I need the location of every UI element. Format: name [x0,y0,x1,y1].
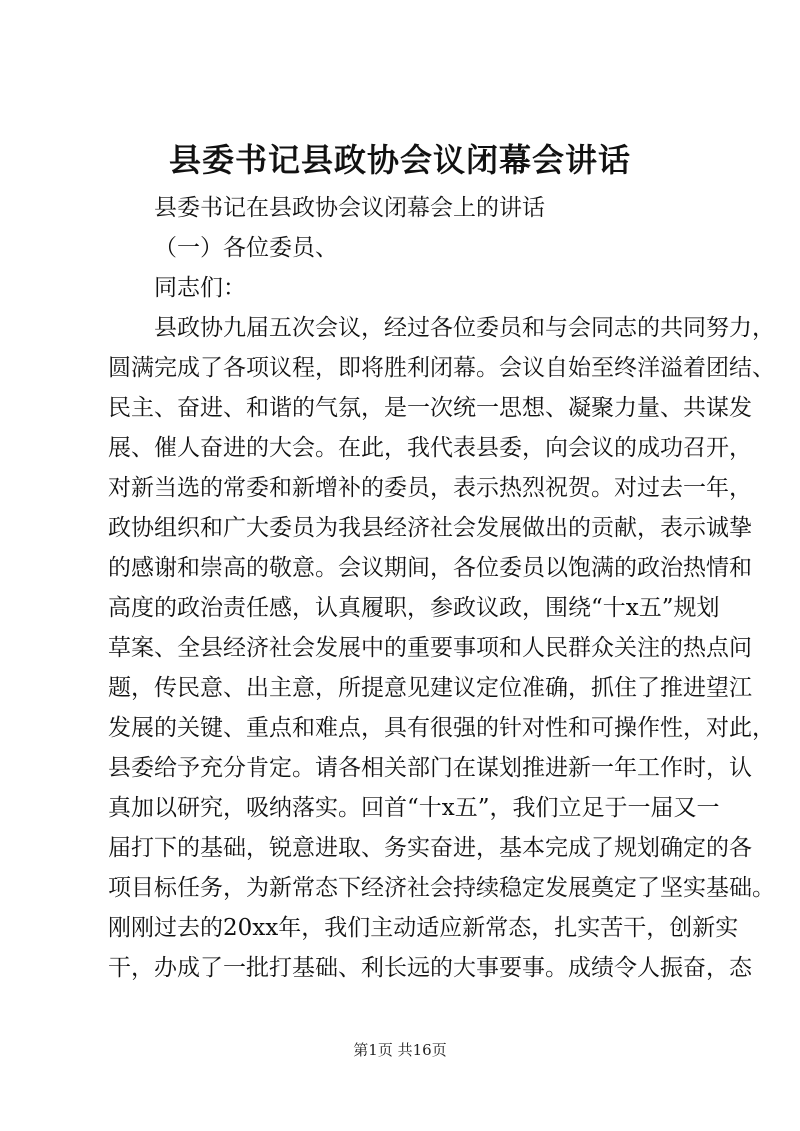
paragraph-line: 政协组织和广大委员为我县经济社会发展做出的贡献，表示诚挚 [108,515,752,541]
paragraph-line: 题，传民意、出主意，所提意见建议定位准确，抓住了推进望江 [108,675,752,701]
paragraph-line: 发展的关键、重点和难点，具有很强的针对性和可操作性，对此， [108,715,775,741]
salutation-line: 同志们： [154,275,246,301]
paragraph-line: 圆满完成了各项议程，即将胜利闭幕。会议自始至终洋溢着团结、 [108,355,775,381]
page-footer: 第1页 共16页 [353,1041,447,1059]
paragraph-line: 高度的政治责任感，认真履职，参政议政，围绕“十x五”规划 [108,595,720,621]
paragraph-line: 对新当选的常委和新增补的委员，表示热烈祝贺。对过去一年， [108,475,752,501]
paragraph-line: 草案、全县经济社会发展中的重要事项和人民群众关注的热点问 [108,635,752,661]
paragraph-line: 民主、奋进、和谐的气氛，是一次统一思想、凝聚力量、共谋发 [108,395,752,421]
document-body [108,188,775,988]
paragraph-line: 届打下的基础，锐意进取、务实奋进，基本完成了规划确定的各 [108,835,752,861]
paragraph-line: 县政协九届五次会议，经过各位委员和与会同志的共同努力， [154,315,775,341]
paragraph-line: 干，办成了一批打基础、利长远的大事要事。成绩令人振奋，态 [108,955,752,981]
subtitle-line: 县委书记在县政协会议闭幕会上的讲话 [154,195,545,221]
paragraph-line: 刚刚过去的20xx年，我们主动适应新常态，扎实苦干，创新实 [108,915,739,941]
paragraph-line: 项目标任务，为新常态下经济社会持续稳定发展奠定了坚实基础。 [108,875,775,901]
paragraph-line: 展、催人奋进的大会。在此，我代表县委，向会议的成功召开， [108,435,752,461]
paragraph-line: 县委给予充分肯定。请各相关部门在谋划推进新一年工作时，认 [108,755,752,781]
document-title: 县委书记县政协会议闭幕会讲话 [168,141,631,179]
salutation-line: （一）各位委员、 [154,235,338,261]
paragraph-line: 真加以研究，吸纳落实。回首“十x五”，我们立足于一届又一 [108,795,720,821]
paragraph-line: 的感谢和崇高的敬意。会议期间，各位委员以饱满的政治热情和 [108,555,752,581]
